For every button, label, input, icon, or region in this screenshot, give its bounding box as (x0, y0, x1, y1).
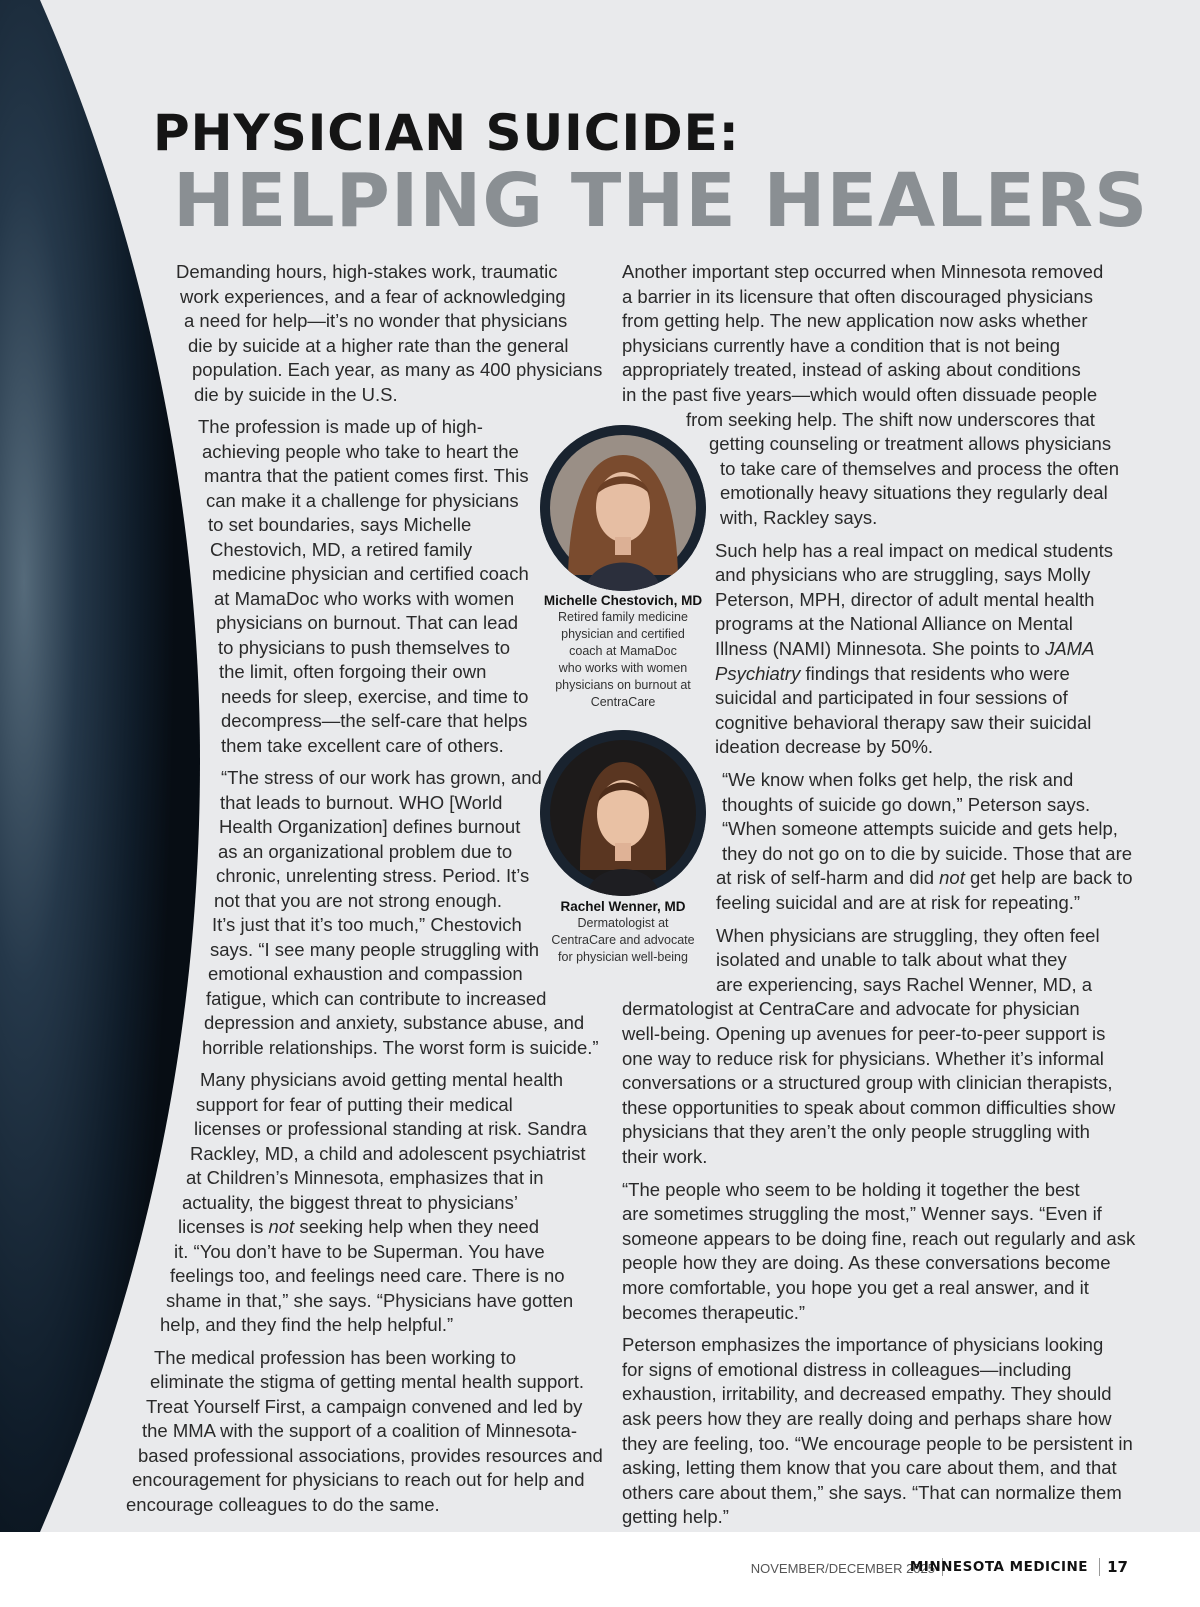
right-column-text-line: others care about them,” she says. “That can normalize them (622, 1481, 1122, 1503)
right-column-text-line: asking, letting them know that you care about them, and that (622, 1457, 1117, 1479)
right-column-text-line: dermatologist at CentraCare and advocate for physician (622, 998, 1080, 1020)
right-column-text-line: ask peers how they are really doing and perhaps share how (622, 1408, 1112, 1429)
left-column-text-line: physicians on burnout. That can lead (216, 612, 519, 633)
right-column-text-line: at risk of self-harm and did not get help are back to (716, 867, 1133, 889)
left-column-text-line: medicine physician and certified coach (212, 563, 529, 584)
right-column-text-line: to take care of themselves and process the often (720, 457, 1120, 479)
right-column-text-line: Peterson, MPH, director of adult mental health (715, 588, 1095, 610)
right-column-text-line: getting help.” (622, 1506, 729, 1528)
left-column-text-line: the limit, often forgoing their own (219, 661, 487, 682)
wenner-caption (533, 898, 713, 966)
right-column-text-line: appropriately treated, instead of asking about conditions (622, 359, 1081, 381)
right-column-text-line: cognitive behavioral therapy saw their suicidal (715, 711, 1092, 733)
left-column-text-line: encouragement for physicians to reach out for help and (132, 1469, 585, 1490)
left-column-text-line: fatigue, which can contribute to increased (206, 987, 547, 1009)
right-column-text-line: Illness (NAMI) Minnesota. She points to JAMA (715, 638, 1095, 659)
left-column-text-line: The profession is made up of high- (198, 416, 483, 437)
right-column-text-line: conversations or a structured group with clinician therapists, (622, 1072, 1113, 1094)
caption-line: CentraCare and advocate (551, 933, 695, 947)
right-column-text-line: feeling suicidal and are at risk for repeating.” (716, 892, 1081, 913)
wenner-caption-name: Rachel Wenner, MD (560, 899, 686, 914)
left-column-text-line: it. “You don’t have to be Superman. You have (174, 1240, 545, 1262)
left-column-text-line: Treat Yourself First, a campaign convened and led by (146, 1395, 583, 1417)
left-column-text-line: “The stress of our work has grown, and (221, 767, 542, 788)
left-column-text-line: at Children’s Minnesota, emphasizes that in (186, 1167, 544, 1188)
left-column-text-line: die by suicide in the U.S. (194, 383, 398, 405)
left-column-text-line: Demanding hours, high-stakes work, traumatic (176, 261, 558, 282)
right-column-text-line: “When someone attempts suicide and gets help, (722, 818, 1118, 840)
right-column-text-line: and physicians who are struggling, says Molly (715, 564, 1091, 586)
left-column-text-line: a need for help—it’s no wonder that physicians (184, 310, 568, 331)
right-column-text-line: from getting help. The new application now asks whether (622, 310, 1088, 332)
left-column-text-line: licenses is not seeking help when they need (178, 1216, 539, 1237)
page-number: 17 (1107, 1558, 1128, 1576)
right-column-text-line: When physicians are struggling, they often feel (716, 924, 1100, 946)
right-column-text-line: Peterson emphasizes the importance of physicians looking (622, 1334, 1104, 1356)
left-column-text-line: achieving people who take to heart the (202, 440, 519, 462)
right-column-text-line: these opportunities to speak about common difficulties show (622, 1096, 1116, 1118)
left-column-text-line: help, and they find the help helpful.” (160, 1314, 454, 1335)
right-column-text-line: isolated and unable to talk about what they (716, 949, 1067, 971)
caption-line: Retired family medicine (558, 610, 688, 624)
right-column-text-line: Such help has a real impact on medical students (715, 539, 1113, 561)
right-column-text-line: their work. (622, 1146, 708, 1167)
right-column-text-line: they do not go on to die by suicide. Those that are (722, 842, 1133, 864)
right-column-text-line: “We know when folks get help, the risk and (722, 769, 1074, 790)
chestovich-photo (540, 425, 706, 591)
left-column-text-line: can make it a challenge for physicians (206, 489, 519, 511)
left-column-text-line: based professional associations, provides resources and (138, 1444, 603, 1466)
left-column-text-line: The medical profession has been working to (154, 1346, 516, 1368)
page-footer (0, 1555, 1200, 1585)
left-column-text-line: mantra that the patient comes first. This (204, 465, 529, 486)
right-column-text-line: they are feeling, too. “We encourage people to be persistent in (622, 1432, 1133, 1454)
left-column-text-line: die by suicide at a higher rate than the general (188, 334, 569, 356)
left-column-text-line: decompress—the self-care that helps (221, 710, 528, 731)
left-column-text-line: needs for sleep, exercise, and time to (221, 685, 529, 707)
left-column-text-line: horrible relationships. The worst form is suicide.” (202, 1036, 599, 1058)
left-column-text-line: to physicians to push themselves to (218, 636, 511, 658)
caption-line: Dermatologist at (577, 916, 669, 930)
left-column-text-line: them take excellent care of others. (221, 734, 504, 756)
left-column-text-line: depression and anxiety, substance abuse, and (204, 1012, 585, 1033)
left-column-text-line: licenses or professional standing at risk. Sandra (194, 1118, 587, 1139)
left-column-text-line: that leads to burnout. WHO [World (220, 791, 503, 813)
left-column-text-line: eliminate the stigma of getting mental health support. (150, 1371, 584, 1392)
left-column-text-line: the MMA with the support of a coalition of Minnesota- (142, 1420, 577, 1441)
right-column-text-line: suicidal and participated in four sessions of (715, 687, 1068, 709)
caption-line: physicians on burnout at (555, 678, 691, 692)
right-column-text-line: “The people who seem to be holding it together the best (622, 1178, 1080, 1200)
right-column-text-line: Another important step occurred when Minnesota removed (622, 261, 1104, 282)
right-column-text-line: well-being. Opening up avenues for peer-to-peer support is (622, 1023, 1106, 1044)
footer-date: NOVEMBER/DECEMBER 2025 (750, 1561, 935, 1576)
left-column-text-line: Rackley, MD, a child and adolescent psychiatrist (190, 1142, 586, 1164)
right-column-text-line: exhaustion, irritability, and decreased empathy. They should (622, 1383, 1112, 1405)
right-column-text-line: emotionally heavy situations they regularly deal (720, 482, 1108, 504)
left-column-text-line: at MamaDoc who works with women (214, 587, 515, 609)
caption-line: who works with women (558, 661, 688, 675)
right-column-text-line: becomes therapeutic.” (622, 1301, 806, 1323)
right-column-text-line: a barrier in its licensure that often discouraged physicians (622, 285, 1093, 307)
left-column-text-line: support for fear of putting their medical (196, 1093, 513, 1115)
left-column-text-line: to set boundaries, says Michelle (208, 514, 472, 535)
left-column-text-line: Chestovich, MD, a retired family (210, 538, 473, 560)
caption-line: for physician well-being (558, 950, 688, 964)
right-column-text-line: people how they are doing. As these conversations become (622, 1252, 1111, 1274)
headline-line-1: PHYSICIAN SUICIDE: (153, 104, 740, 162)
chestovich-caption-name: Michelle Chestovich, MD (543, 593, 703, 608)
right-column-text-line: are sometimes struggling the most,” Wenner says. “Even if (622, 1203, 1102, 1225)
left-column-text-line: says. “I see many people struggling with (210, 938, 540, 960)
right-column-text-line: ideation decrease by 50%. (715, 736, 934, 758)
left-column-text-line: feelings too, and feelings need care. There is no (170, 1265, 565, 1286)
right-column-text-line: someone appears to be doing fine, reach out regularly and ask (622, 1227, 1136, 1249)
left-column-text-line: shame in that,” she says. “Physicians have gotten (166, 1289, 574, 1311)
headline-line-2: HELPING THE HEALERS (173, 158, 1149, 244)
left-column-text-line: not that you are not strong enough. (214, 889, 502, 911)
right-column-text-line: in the past five years—which would often dissuade people (622, 384, 1098, 405)
right-column-text-line: for signs of emotional distress in colleagues—including (622, 1358, 1072, 1380)
left-column-text-line: as an organizational problem due to (218, 840, 513, 862)
chestovich-caption (533, 592, 713, 711)
left-column-text-line: Health Organization] defines burnout (219, 816, 521, 837)
right-column-text-line: one way to reduce risk for physicians. Whether it’s informal (622, 1047, 1104, 1069)
left-column-text-line: It’s just that it’s too much,” Chestovich (212, 914, 522, 935)
right-column-text-line: physicians that they aren’t the only people struggling with (622, 1121, 1090, 1143)
right-column-text-line: more comfortable, you hope you get a real answer, and it (622, 1277, 1089, 1298)
right-column-text-line: thoughts of suicide go down,” Peterson says. (722, 793, 1091, 815)
left-column-text-line: chronic, unrelenting stress. Period. It’s (216, 865, 530, 886)
right-column-text-line: from seeking help. The shift now underscores that (686, 408, 1095, 430)
right-column-text-line: Psychiatry findings that residents who were (715, 662, 1070, 684)
footer-magazine-name: MINNESOTA MEDICINE (909, 1559, 1088, 1575)
caption-line: physician and certified (561, 627, 685, 641)
left-column-text-line: population. Each year, as many as 400 physicians (192, 359, 603, 380)
left-column-text-line: Many physicians avoid getting mental health (200, 1069, 564, 1090)
footer-divider (1099, 1558, 1100, 1576)
left-column-text-line: work experiences, and a fear of acknowledging (180, 285, 566, 307)
right-column-text-line: getting counseling or treatment allows physicians (709, 433, 1112, 455)
right-column-text-line: with, Rackley says. (720, 507, 878, 528)
right-column-text-line: are experiencing, says Rachel Wenner, MD, a (716, 973, 1093, 995)
left-column-text-line: encourage colleagues to do the same. (126, 1493, 440, 1515)
caption-line: coach at MamaDoc (569, 644, 677, 658)
right-column-text-line: physicians currently have a condition that is not being (622, 334, 1061, 356)
wenner-photo (540, 730, 706, 896)
right-column-text-line: programs at the National Alliance on Mental (715, 613, 1073, 635)
left-column-text-line: actuality, the biggest threat to physicians’ (182, 1191, 518, 1213)
caption-line: CentraCare (590, 695, 656, 709)
left-column-text-line: emotional exhaustion and compassion (208, 963, 523, 984)
